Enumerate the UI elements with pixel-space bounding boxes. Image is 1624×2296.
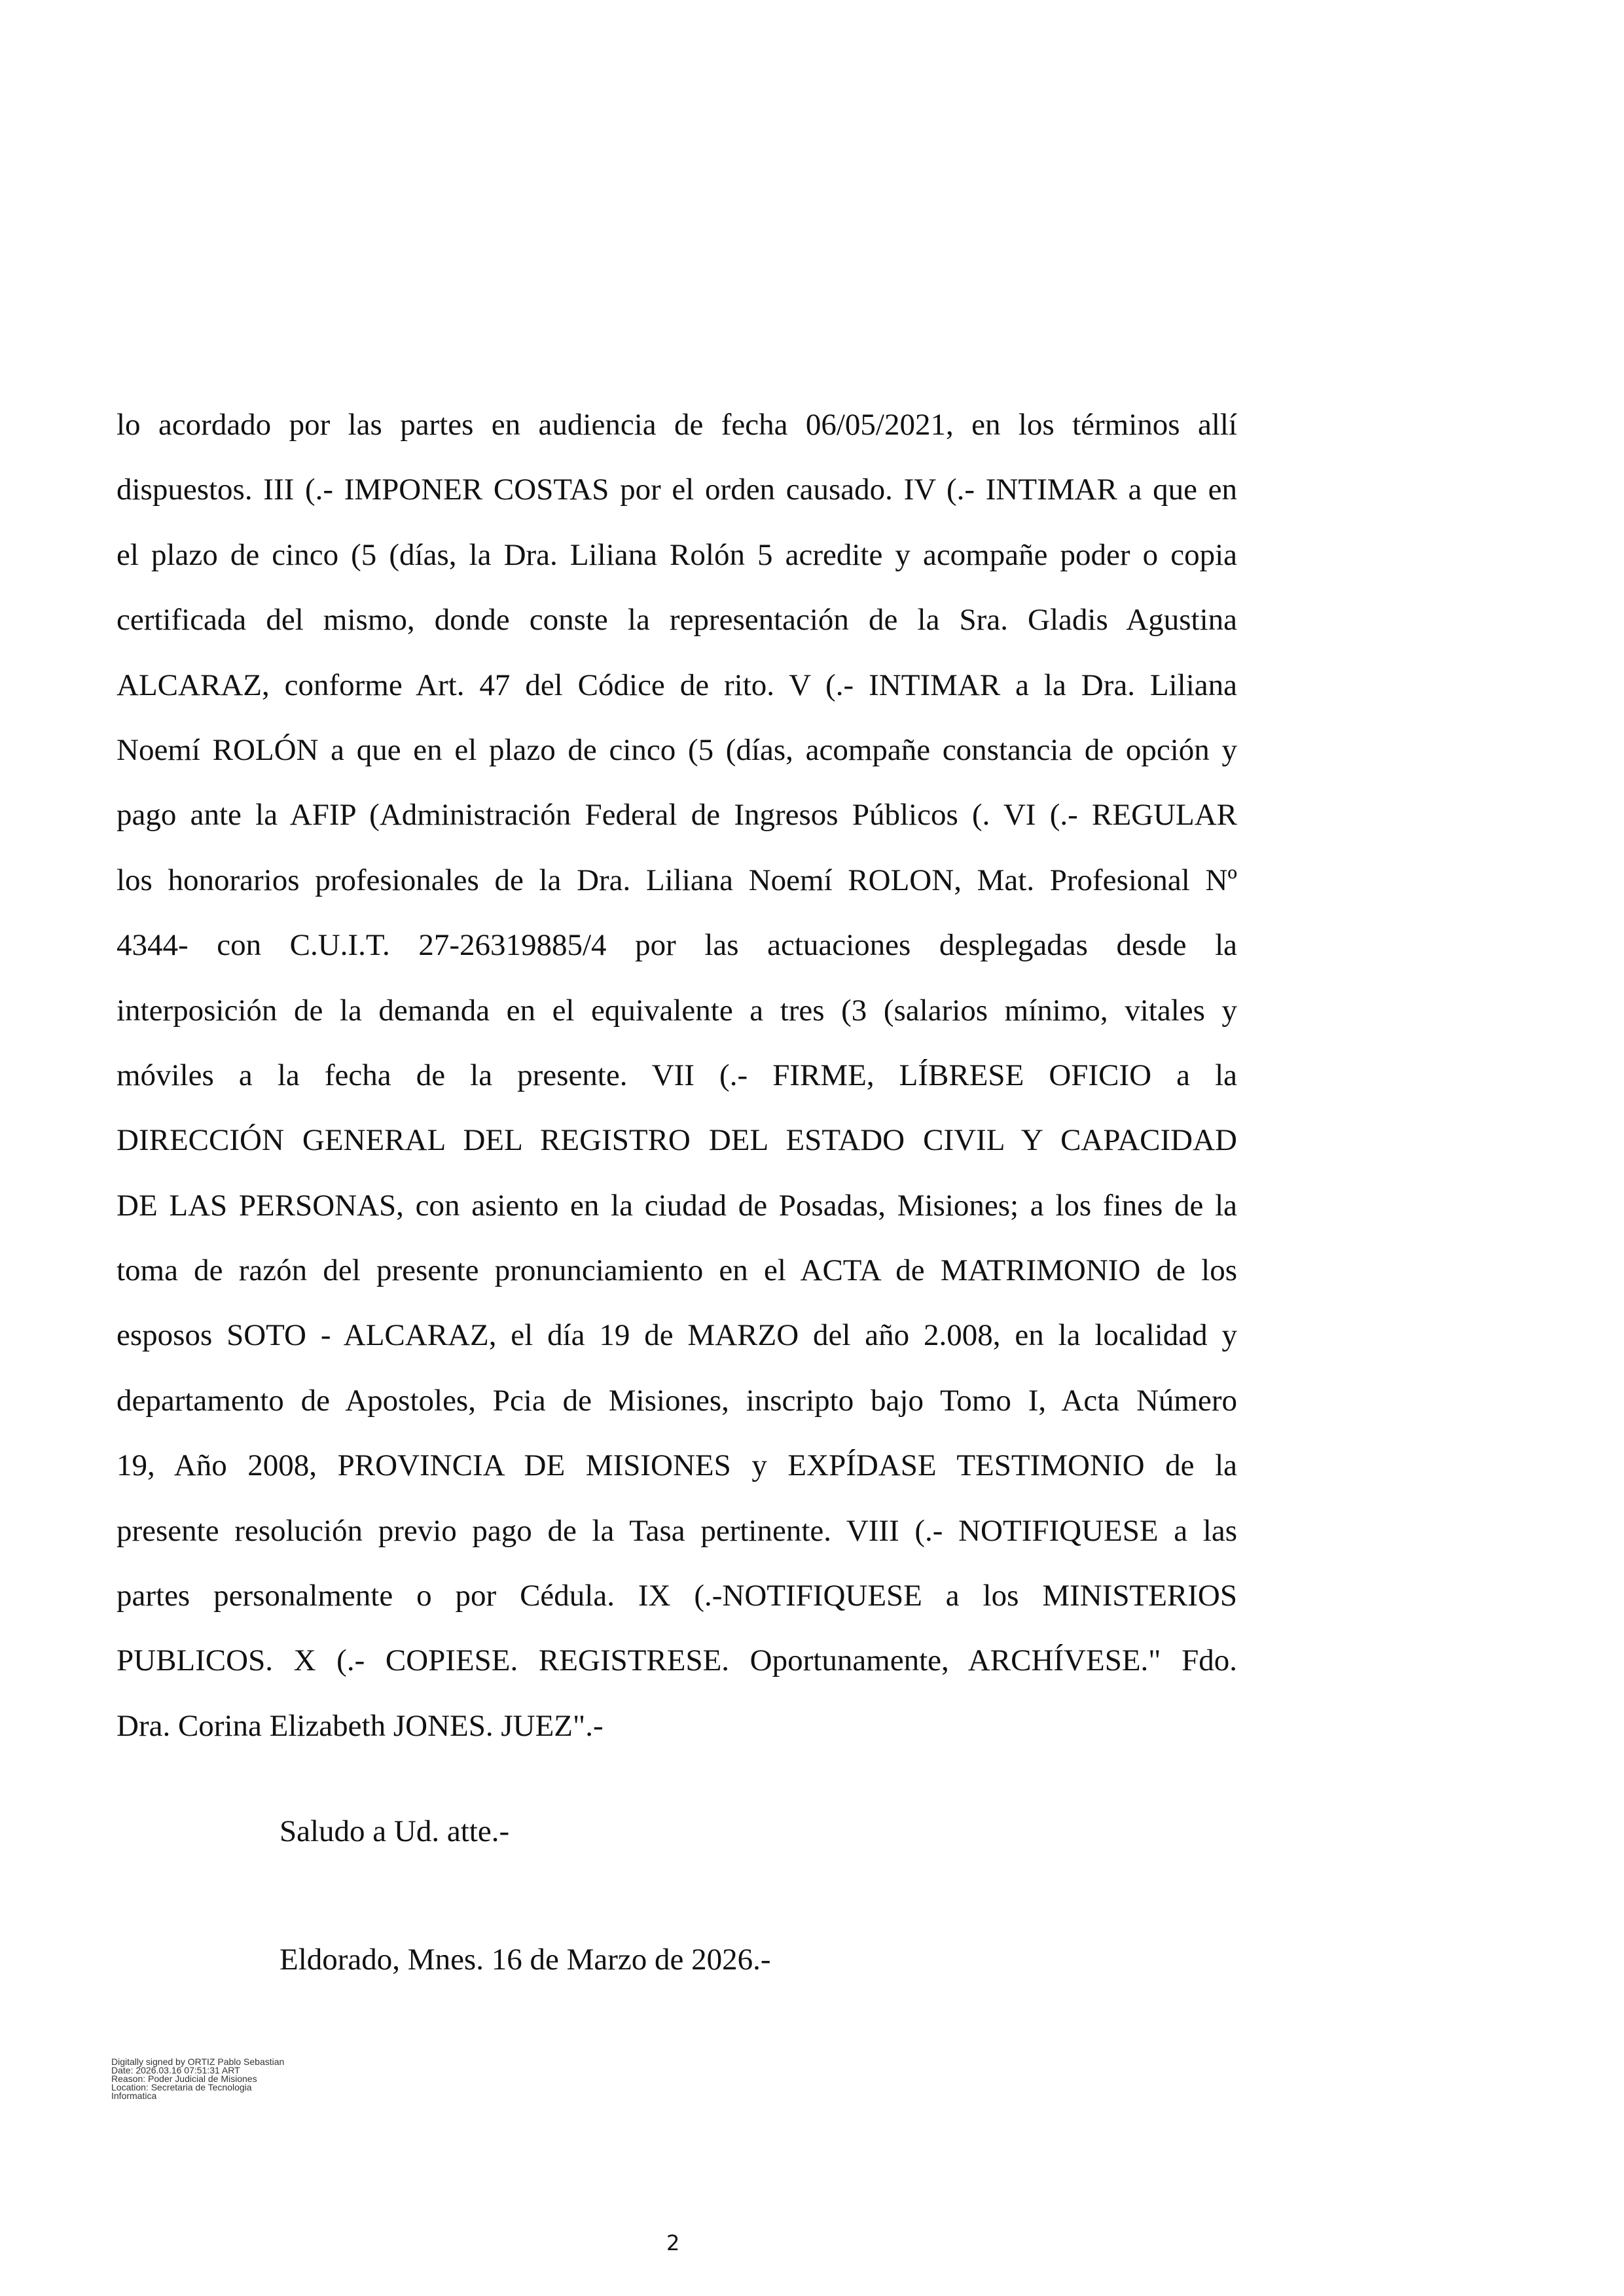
body-line: DIRECCIÓN GENERAL DEL REGISTRO DEL ESTADO CIVIL Y CAPACIDAD	[117, 1123, 1237, 1158]
body-line: 19, Año 2008, PROVINCIA DE MISIONES y EXPÍDASE TESTIMONIO de la	[117, 1448, 1237, 1483]
signature-line: Date: 2026.03.16 07:51:31 ART	[111, 2065, 240, 2075]
body-line: departamento de Apostoles, Pcia de Misiones, inscripto bajo Tomo I, Acta Número	[117, 1383, 1237, 1418]
signature-line: Digitally signed by ORTIZ Pablo Sebastian	[111, 2056, 285, 2067]
place-date: Eldorado, Mnes. 16 de Marzo de 2026.-	[280, 1943, 771, 1977]
body-line: Noemí ROLÓN a que en el plazo de cinco (5 (días, acompañe constancia de opción y	[117, 732, 1237, 767]
body-line: Dra. Corina Elizabeth JONES. JUEZ".-	[117, 1708, 604, 1743]
signature-line: Location: Secretaria de Tecnologia	[111, 2082, 252, 2092]
signature-line: Reason: Poder Judicial de Misiones	[111, 2073, 257, 2084]
document-body	[117, 393, 1237, 1759]
body-line: partes personalmente o por Cédula. IX (.-NOTIFIQUESE a los MINISTERIOS	[117, 1579, 1237, 1613]
body-line: dispuestos. III (.- IMPONER COSTAS por el orden causado. IV (.- INTIMAR a que en	[117, 473, 1237, 507]
closing-greeting: Saludo a Ud. atte.-	[280, 1814, 510, 1848]
body-line: interposición de la demanda en el equivalente a tres (3 (salarios mínimo, vitales y	[117, 993, 1237, 1028]
body-line: ALCARAZ, conforme Art. 47 del Códice de rito. V (.- INTIMAR a la Dra. Liliana	[117, 668, 1237, 702]
body-line: certificada del mismo, donde conste la representación de la Sra. Gladis Agustina	[117, 603, 1237, 637]
body-line: móviles a la fecha de la presente. VII (.- FIRME, LÍBRESE OFICIO a la	[117, 1058, 1237, 1092]
page-number: 2	[666, 2231, 680, 2255]
body-line: presente resolución previo pago de la Tasa pertinente. VIII (.- NOTIFIQUESE a las	[117, 1513, 1237, 1548]
body-line: pago ante la AFIP (Administración Federal de Ingresos Públicos (. VI (.- REGULAR	[117, 798, 1237, 833]
body-line: lo acordado por las partes en audiencia de fecha 06/05/2021, en los términos allí	[117, 408, 1237, 442]
body-line: el plazo de cinco (5 (días, la Dra. Liliana Rolón 5 acredite y acompañe poder o copia	[117, 537, 1237, 572]
body-line: los honorarios profesionales de la Dra. Liliana Noemí ROLON, Mat. Profesional Nº	[117, 863, 1237, 897]
body-line: PUBLICOS. X (.- COPIESE. REGISTRESE. Oportunamente, ARCHÍVESE." Fdo.	[117, 1643, 1237, 1678]
body-line: toma de razón del presente pronunciamiento en el ACTA de MATRIMONIO de los	[117, 1253, 1237, 1288]
body-line: esposos SOTO - ALCARAZ, el día 19 de MARZO del año 2.008, en la localidad y	[117, 1318, 1237, 1353]
body-line: DE LAS PERSONAS, con asiento en la ciudad de Posadas, Misiones; a los fines de la	[117, 1188, 1237, 1223]
body-line: 4344- con C.U.I.T. 27-26319885/4 por las actuaciones desplegadas desde la	[117, 928, 1237, 963]
digital-signature-stamp	[111, 2058, 284, 2100]
signature-line: Informatica	[111, 2090, 157, 2101]
